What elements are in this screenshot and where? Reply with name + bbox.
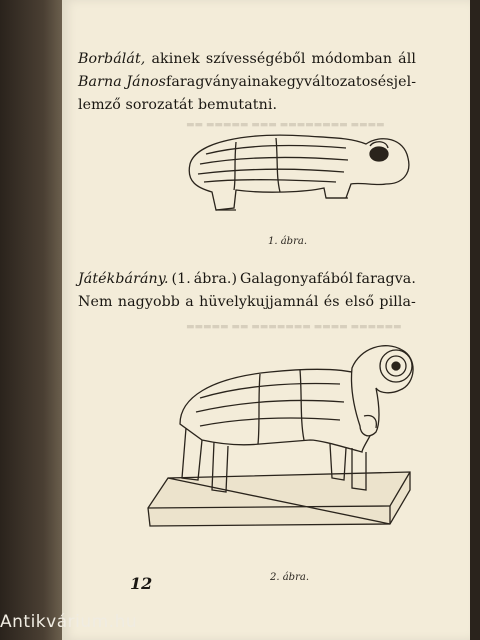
text-line [78, 71, 416, 94]
word: és [377, 74, 394, 90]
word: pilla- [379, 294, 416, 310]
word: a [185, 294, 194, 310]
page-number: 12 [130, 574, 153, 593]
figure-1-caption: 1. ábra. [268, 236, 308, 247]
text-line [78, 268, 416, 291]
person-name: Borbálát, [78, 51, 146, 67]
word: Galagonyafából [240, 271, 354, 287]
paragraph-1 [78, 48, 416, 117]
word: hüvelykujjamnál [199, 294, 319, 310]
line-text: lemző sorozatát bemutatni. [78, 97, 278, 113]
watermark: Antikvárium.hu [0, 612, 138, 632]
page-edge [470, 0, 480, 640]
word: első [344, 294, 375, 310]
word: változatos [304, 74, 378, 90]
word: ábra.) [193, 271, 238, 287]
word: jel- [393, 74, 417, 90]
word: áll [398, 51, 416, 67]
carved-ram-figure [140, 328, 420, 538]
word: faragványainak [165, 74, 279, 90]
word: (1. [171, 271, 191, 287]
text-line [78, 291, 416, 314]
figure-2-caption: 2. ábra. [270, 572, 310, 583]
item-name: Játékbárány. [78, 271, 169, 287]
word: Nem [78, 294, 113, 310]
show-through: ▬▬▬▬▬ ▬▬ ▬▬▬▬▬▬▬ ▬▬▬▬ ▬▬▬▬▬▬ [186, 322, 402, 332]
text-line [78, 48, 416, 71]
show-through: ▬▬ ▬▬▬▬▬ ▬▬▬ ▬▬▬▬▬▬▬▬ ▬▬▬▬ [186, 120, 385, 130]
word: nagyobb [117, 294, 180, 310]
text-line [78, 94, 416, 117]
word: akinek [151, 51, 200, 67]
paragraph-2 [78, 268, 416, 314]
word: szívességéből [205, 51, 306, 67]
word: egy [278, 74, 305, 90]
carved-hippo-figure [176, 124, 416, 224]
word: faragva. [356, 271, 416, 287]
word: módomban [311, 51, 393, 67]
word: és [323, 294, 340, 310]
book-gutter [0, 0, 62, 640]
person-name: Barna János [78, 74, 166, 90]
